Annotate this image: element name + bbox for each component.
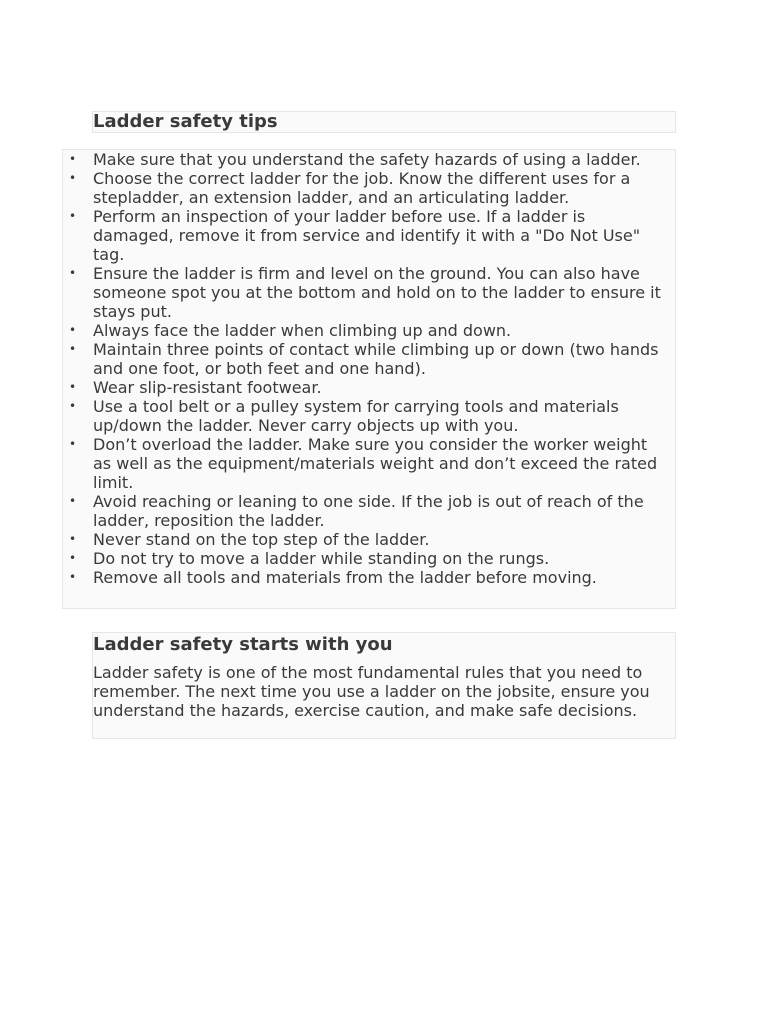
list-item — [63, 378, 675, 397]
list-item — [63, 340, 675, 378]
list-item-text: Remove all tools and materials from the ladder before moving. — [93, 568, 597, 587]
list-item — [63, 169, 675, 207]
section-paragraph: Ladder safety is one of the most fundamental rules that you need to remember. The next time you use a ladder on the jobsite, ensure you understand the hazards, exercise caution, and make safe decisions. — [93, 663, 650, 720]
bullet-icon: • — [69, 570, 77, 584]
section-box — [92, 632, 676, 739]
list-item — [63, 549, 675, 568]
bullet-icon: • — [69, 266, 77, 280]
list-item-text: Use a tool belt or a pulley system for carrying tools and materials up/down the ladder. Never carry objects up with you. — [93, 397, 619, 435]
list-item-text: Make sure that you understand the safety hazards of using a ladder. — [93, 150, 641, 169]
list-item-text: Maintain three points of contact while climbing up or down (two hands and one foot, or both feet and one hand). — [93, 340, 659, 378]
list-item-text: Always face the ladder when climbing up and down. — [93, 321, 512, 340]
tips-list-box — [62, 149, 676, 609]
bullet-icon: • — [69, 494, 77, 508]
list-item-text: Perform an inspection of your ladder before use. If a ladder is damaged, remove it from service and identify it with a "Do Not Use" tag. — [93, 207, 641, 264]
section-heading-box — [92, 111, 676, 133]
bullet-icon: • — [69, 399, 77, 413]
list-item — [63, 397, 675, 435]
tips-list — [63, 150, 675, 587]
list-item — [63, 492, 675, 530]
list-item — [63, 150, 675, 169]
bullet-icon: • — [69, 209, 77, 223]
list-item — [63, 530, 675, 549]
section-heading: Ladder safety starts with you — [93, 634, 393, 655]
list-item-text: Avoid reaching or leaning to one side. If the job is out of reach of the ladder, reposition the ladder. — [93, 492, 644, 530]
bullet-icon: • — [69, 171, 77, 185]
bullet-icon: • — [69, 380, 77, 394]
list-item-text: Choose the correct ladder for the job. Know the different uses for a stepladder, an extension ladder, and an articulating ladder. — [93, 169, 631, 207]
list-item — [63, 321, 675, 340]
bullet-icon: • — [69, 532, 77, 546]
bullet-icon: • — [69, 342, 77, 356]
list-item — [63, 435, 675, 492]
list-item — [63, 264, 675, 321]
bullet-icon: • — [69, 551, 77, 565]
bullet-icon: • — [69, 437, 77, 451]
section-heading: Ladder safety tips — [93, 111, 278, 132]
list-item-text: Do not try to move a ladder while standing on the rungs. — [93, 549, 550, 568]
list-item — [63, 207, 675, 264]
list-item-text: Wear slip-resistant footwear. — [93, 378, 322, 397]
bullet-icon: • — [69, 323, 77, 337]
list-item-text: Ensure the ladder is firm and level on the ground. You can also have someone spot you at the bottom and hold on to the ladder to ensure it stays put. — [93, 264, 661, 321]
list-item-text: Never stand on the top step of the ladder. — [93, 530, 430, 549]
bullet-icon: • — [69, 152, 77, 166]
list-item — [63, 568, 675, 587]
list-item-text: Don’t overload the ladder. Make sure you consider the worker weight as well as the equipment/materials weight and don’t exceed the rated limit. — [93, 435, 658, 492]
